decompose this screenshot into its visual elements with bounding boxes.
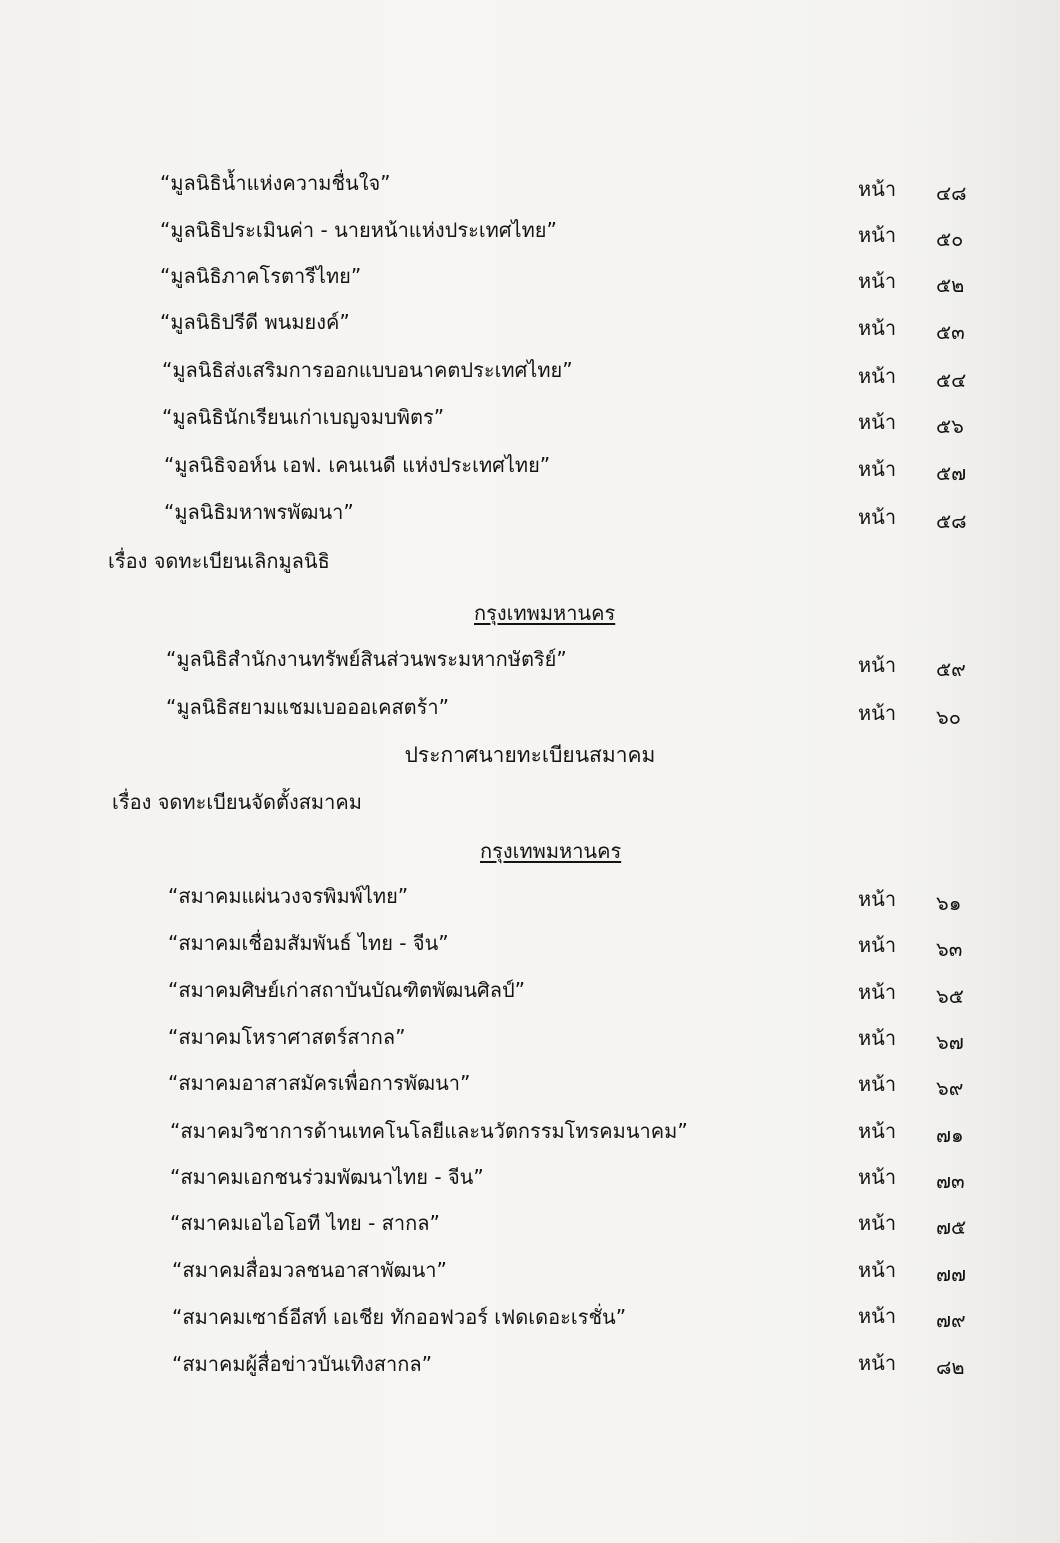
- page-word: หน้า: [858, 505, 897, 529]
- entry-title: “สมาคมผู้สื่อข่าวบันเทิงสากล”: [172, 1352, 432, 1376]
- page-number: ๕๓: [936, 320, 965, 344]
- entry-title: “สมาคมเชื่อมสัมพันธ์ ไทย - จีน”: [168, 931, 449, 955]
- page-number: ๖๗: [936, 1030, 964, 1054]
- entry-title: “มูลนิธิประเมินค่า - นายหน้าแห่งประเทศไทย”: [160, 218, 557, 242]
- page-number: ๔๘: [936, 181, 967, 205]
- toc-entry: [0, 263, 1060, 297]
- page-number: ๖๕: [936, 984, 964, 1008]
- toc-entry: [0, 1164, 1060, 1194]
- toc-entry: [0, 1257, 1060, 1287]
- page-number: ๗๕: [936, 1215, 967, 1239]
- page-word: หน้า: [858, 980, 897, 1004]
- toc-entry: [0, 452, 1060, 485]
- toc-entry: [0, 883, 1060, 913]
- entry-title: “มูลนิธิปรีดี พนมยงค์”: [160, 310, 350, 334]
- entry-title: “มูลนิธิจอห์น เอฟ. เคนเนดี แห่งประเทศไทย”: [164, 453, 551, 477]
- entry-title: “มูลนิธิสยามแชมเบอออเคสตร้า”: [166, 695, 449, 719]
- toc-entry: [0, 217, 1060, 251]
- page-number: ๕๔: [936, 368, 967, 392]
- toc-entry: [0, 309, 1060, 344]
- toc-entry: [0, 977, 1060, 1007]
- toc-entry: [0, 1024, 1060, 1054]
- page-word: หน้า: [858, 269, 897, 293]
- entry-title: “สมาคมสื่อมวลชนอาสาพัฒนา”: [172, 1258, 447, 1282]
- page-word: หน้า: [858, 316, 897, 340]
- toc-entry: [0, 404, 1060, 438]
- toc-entry: [0, 1210, 1060, 1240]
- toc-entry: [0, 1351, 1060, 1381]
- toc-entry: [0, 357, 1060, 392]
- region-heading: กรุงเทพมหานคร: [474, 601, 616, 625]
- page-number: ๕๘: [936, 509, 967, 533]
- entry-title: “มูลนิธิภาคโรตารีไทย”: [160, 264, 362, 288]
- toc-entry: [0, 1070, 1060, 1100]
- entry-title: “มูลนิธิน้ำแห่งความชื่นใจ”: [160, 171, 391, 195]
- page-word: หน้า: [858, 1258, 897, 1282]
- region-heading: กรุงเทพมหานคร: [480, 839, 622, 863]
- page-number: ๕๖: [936, 414, 964, 438]
- page-number: ๕๐: [936, 227, 964, 251]
- page-word: หน้า: [858, 933, 897, 957]
- page-word: หน้า: [858, 410, 897, 434]
- entry-title: “มูลนิธิมหาพรพัฒนา”: [164, 500, 354, 524]
- entry-title: “สมาคมโหราศาสตร์สากล”: [168, 1025, 406, 1049]
- page-number: ๗๓: [936, 1169, 965, 1193]
- section-heading: ประกาศนายทะเบียนสมาคม: [404, 743, 656, 767]
- entry-title: “มูลนิธิส่งเสริมการออกแบบอนาคตประเทศไทย”: [162, 358, 573, 382]
- page-word: หน้า: [858, 1119, 897, 1143]
- entry-title: “มูลนิธินักเรียนเก่าเบญจมบพิตร”: [162, 405, 445, 429]
- page-number: ๗๗: [936, 1262, 967, 1286]
- page-word: หน้า: [858, 457, 897, 481]
- toc-entry: [0, 930, 1060, 960]
- toc-entry: [0, 170, 1060, 205]
- toc-entry: [0, 499, 1060, 533]
- page-number: ๖๐: [936, 705, 961, 729]
- page-number: ๘๒: [936, 1355, 965, 1379]
- toc-entry: [0, 1118, 1060, 1148]
- page-number: ๕๒: [936, 273, 965, 297]
- subject-line: เรื่อง จดทะเบียนเลิกมูลนิธิ: [108, 549, 330, 573]
- entry-title: “สมาคมเอกชนร่วมพัฒนาไทย - จีน”: [170, 1165, 484, 1189]
- page-word: หน้า: [858, 1165, 897, 1189]
- page-number: ๗๙: [936, 1308, 966, 1332]
- page-number: ๖๙: [936, 1076, 964, 1100]
- page-word: หน้า: [858, 1026, 897, 1050]
- page-word: หน้า: [858, 1351, 897, 1375]
- entry-title: “สมาคมเอไอโอที ไทย - สากล”: [170, 1211, 440, 1235]
- toc-entry: [0, 694, 1060, 729]
- entry-title: “สมาคมศิษย์เก่าสถาบันบัณฑิตพัฒนศิลป์”: [168, 978, 526, 1002]
- page-word: หน้า: [858, 1211, 897, 1235]
- page-word: หน้า: [858, 653, 897, 677]
- page-word: หน้า: [858, 1072, 897, 1096]
- page-number: ๖๓: [936, 937, 963, 961]
- page-word: หน้า: [858, 364, 897, 388]
- entry-title: “สมาคมแผ่นวงจรพิมพ์ไทย”: [168, 884, 409, 908]
- page-word: หน้า: [858, 701, 897, 725]
- entry-title: “สมาคมเซาธ์อีสท์ เอเชีย ทักออฟวอร์ เฟดเดอะเรชั่น”: [172, 1305, 627, 1329]
- page-number: ๖๑: [936, 891, 962, 915]
- entry-title: “สมาคมวิชาการด้านเทคโนโลยีและนวัตกรรมโทรคมนาคม”: [170, 1119, 688, 1143]
- page-number: ๕๙: [936, 657, 966, 681]
- entry-title: “มูลนิธิสำนักงานทรัพย์สินส่วนพระมหากษัตริย์”: [166, 647, 567, 671]
- page-word: หน้า: [858, 177, 897, 201]
- entry-title: “สมาคมอาสาสมัครเพื่อการพัฒนา”: [168, 1071, 471, 1095]
- page-number: ๕๗: [936, 461, 967, 485]
- toc-entry: [0, 646, 1060, 681]
- page-number: ๗๑: [936, 1123, 964, 1147]
- page-word: หน้า: [858, 223, 897, 247]
- toc-entry: [0, 1304, 1060, 1334]
- page-word: หน้า: [858, 887, 897, 911]
- page-word: หน้า: [858, 1304, 897, 1328]
- subject-line: เรื่อง จดทะเบียนจัดตั้งสมาคม: [112, 790, 362, 814]
